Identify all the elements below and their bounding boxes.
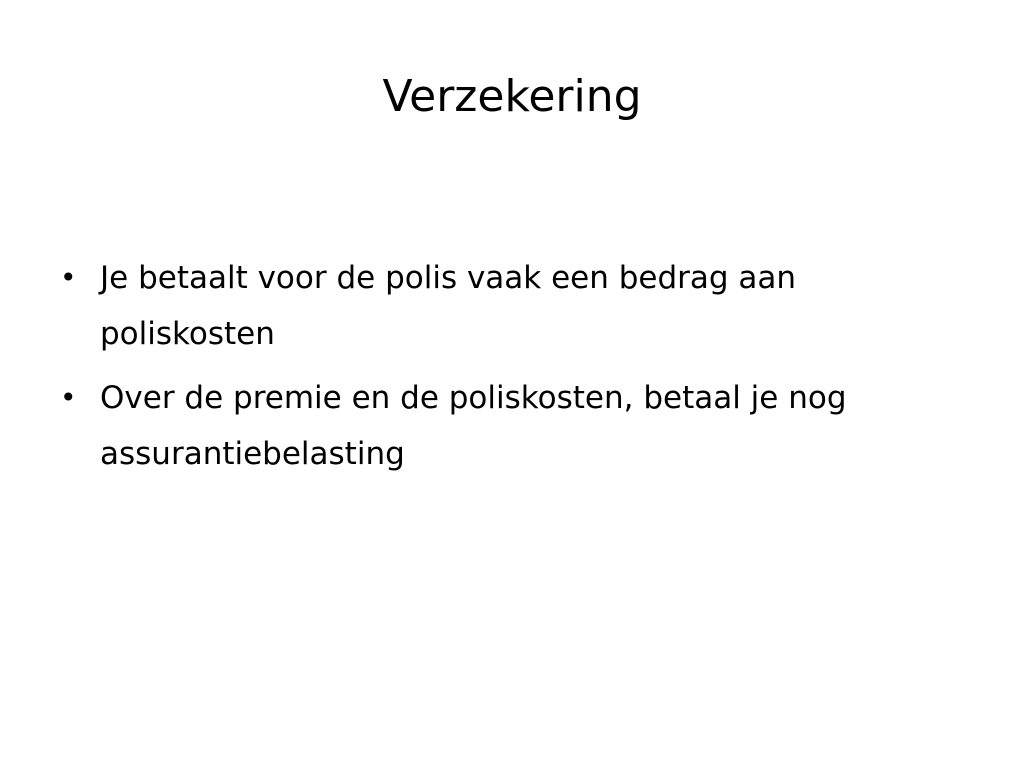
bullet-text: Je betaalt voor de polis vaak een bedrag aan poliskosten (100, 260, 797, 352)
bullet-item (60, 370, 960, 482)
bullet-list (60, 250, 960, 490)
slide-title: Verzekering (382, 71, 642, 122)
bullet-text: Over de premie en de poliskosten, betaal je nog assurantiebelasting (100, 380, 847, 472)
bullet-item (60, 250, 960, 362)
bullet-icon: • (60, 261, 77, 294)
bullet-icon: • (60, 381, 77, 414)
